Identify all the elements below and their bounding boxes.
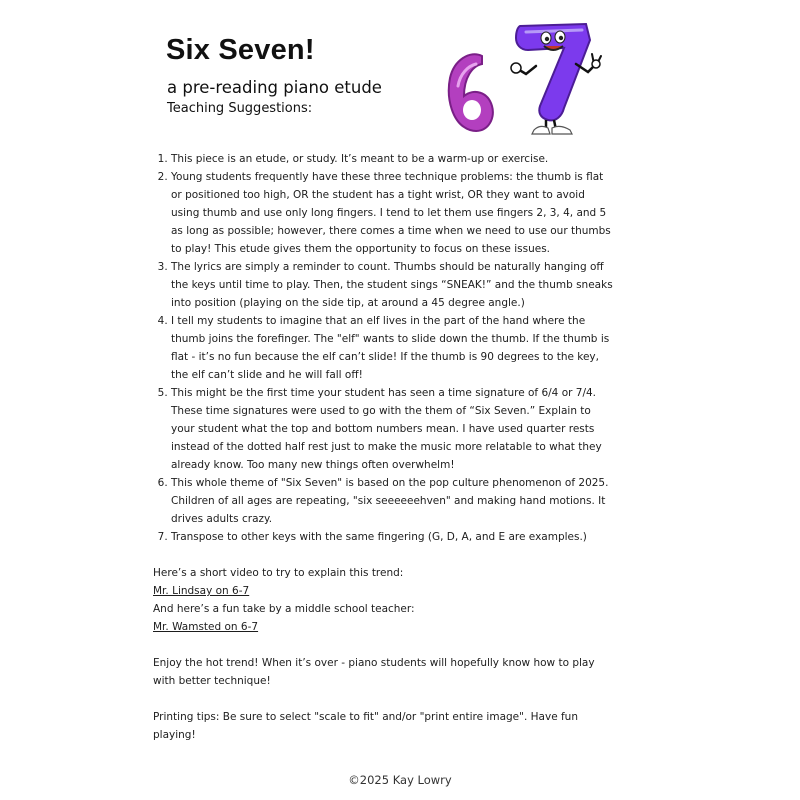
list-item: 3. The lyrics are simply a reminder to count. Thumbs should be naturally hanging off the keys until time to play. Then, the student sings “SNEAK!” and the thumb sneaks into position (playing on the side tip, at around a 45 degree angle.) (171, 258, 613, 312)
mr-lindsay-link[interactable]: Mr. Lindsay on 6-7 (153, 585, 250, 597)
copyright-footer: ©2025 Kay Lowry (348, 773, 452, 787)
teaching-content (153, 150, 613, 744)
list-item: 7. Transpose to other keys with the same fingering (G, D, A, and E are examples.) (171, 528, 613, 546)
mr-wamsted-link[interactable]: Mr. Wamsted on 6-7 (153, 621, 259, 633)
six-digit-icon (449, 54, 493, 131)
list-item: 2. Young students frequently have these three technique problems: the thumb is flat or positioned too high, OR the student has a tight wrist, OR they want to avoid using thumb and use only long fingers. I tend to let them use fingers 2, 3, 4, and 5 as long as possible; however, there comes a time when we need to use our thumbs to play! This etude gives them the opportunity to focus on these issues. (171, 168, 613, 258)
list-item: 4. I tell my students to imagine that an elf lives in the part of the hand where the thumb joins the forefinger. The "elf" wants to slide down the thumb. If the thumb is flat - it’s no fun because the elf can’t slide! If the thumb is 90 degrees to the key, the elf can’t slide and he will fall off! (171, 312, 613, 384)
teaching-suggestions-heading: Teaching Suggestions: (167, 101, 313, 116)
list-item: 6. This whole theme of "Six Seven" is based on the pop culture phenomenon of 2025. Children of all ages are repeating, "six seeeeeehven" and making hand motions. It drives adults crazy. (171, 474, 613, 528)
list-item: 5. This might be the first time your student has seen a time signature of 6/4 or 7/4. These time signatures were used to go with the them of “Six Seven.” Explain to your student what the top and bottom numbers mean. I have used quarter rests instead of the dotted half rest just to make the music more relatable to what they already know. Too many new things often overwhelm! (171, 384, 613, 474)
page-title: Six Seven! (166, 34, 315, 66)
closing-text: Enjoy the hot trend! When it’s over - piano students will hopefully know how to play with better technique! (153, 657, 595, 687)
printing-tips-text: Printing tips: Be sure to select "scale to fit" and/or "print entire image". Have fun playing! (153, 711, 578, 741)
list-item: 1. This piece is an etude, or study. It’s meant to be a warm-up or exercise. (171, 150, 613, 168)
six-seven-mascot-icon (436, 16, 616, 138)
teacher-intro-text: And here’s a fun take by a middle school teacher: (153, 603, 415, 615)
video-intro-text: Here’s a short video to try to explain this trend: (153, 567, 404, 579)
seven-character-icon (511, 24, 601, 134)
suggestions-list (153, 150, 613, 546)
page-subtitle: a pre-reading piano etude (167, 78, 382, 97)
